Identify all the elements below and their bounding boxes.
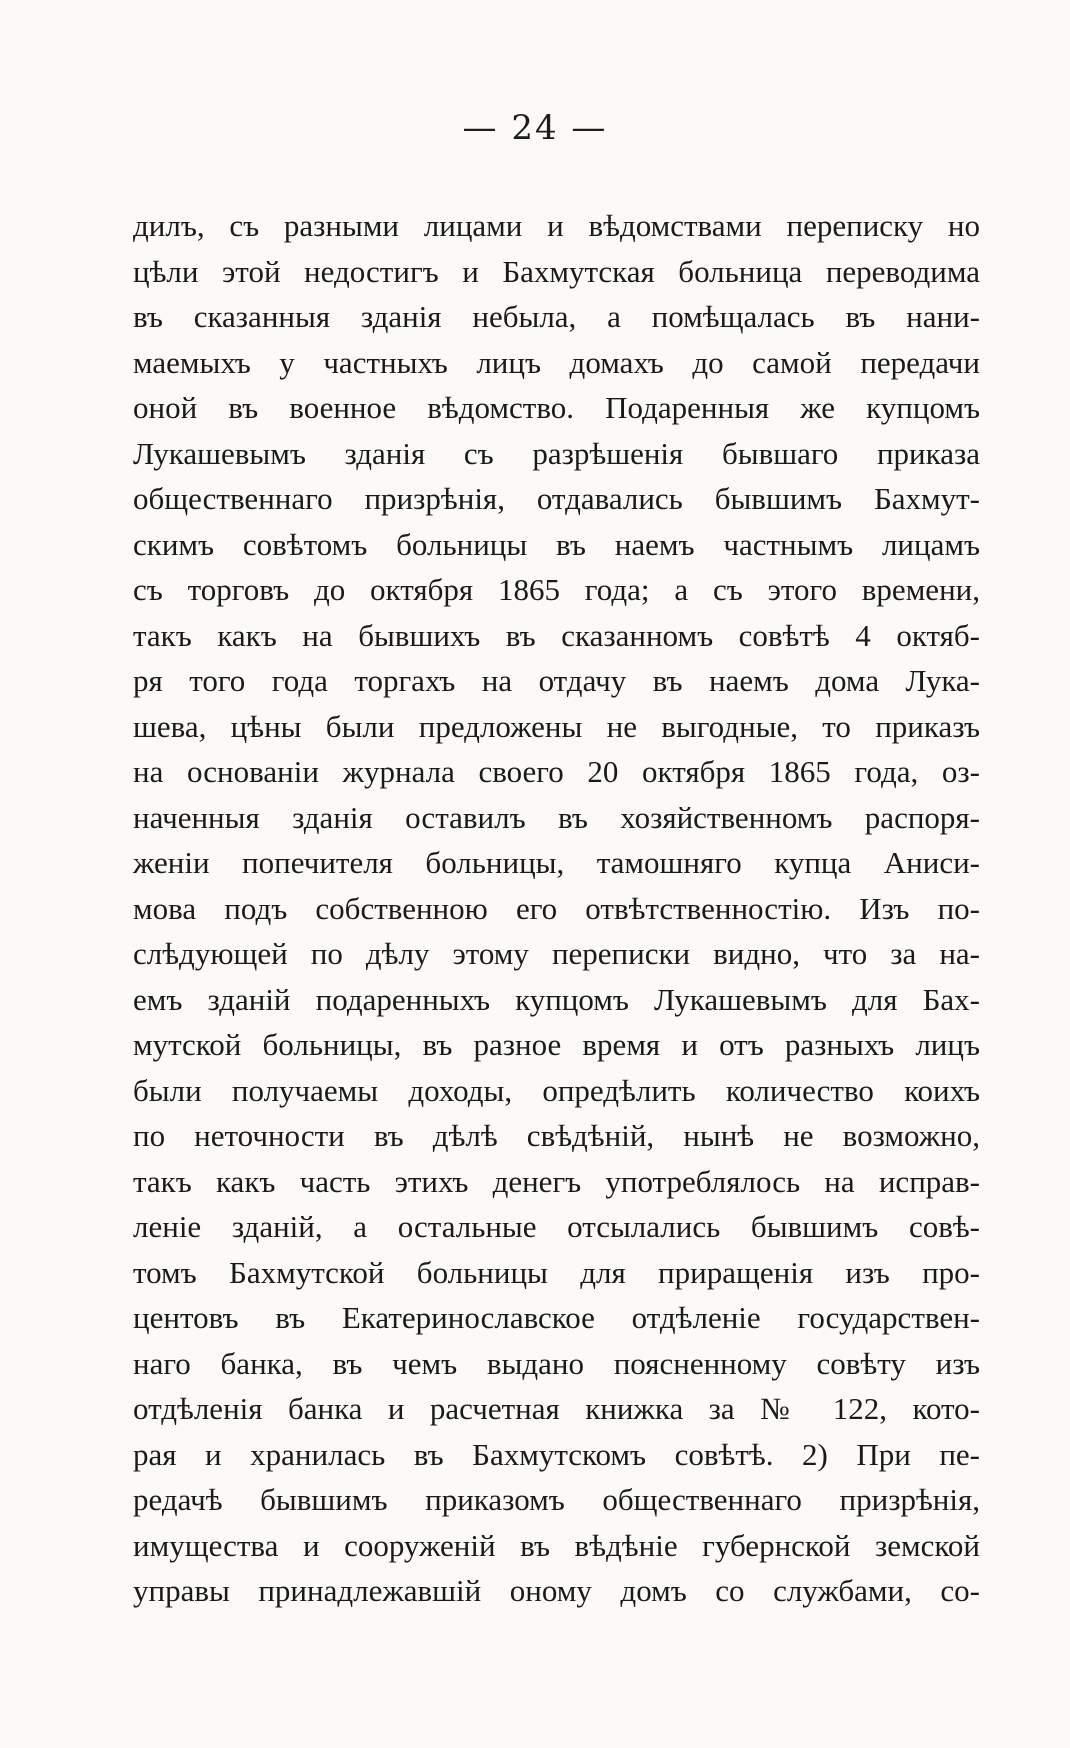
text-line: по неточности въ дѣлѣ свѣдѣній, нынѣ не возможно, <box>133 1118 980 1153</box>
text-line: слѣдующей по дѣлу этому переписки видно, что за на- <box>133 936 980 971</box>
body-text <box>133 203 980 1614</box>
text-line: шева, цѣны были предложены не выгодные, то приказъ <box>133 708 980 744</box>
text-line: томъ Бахмутской больницы для приращенія изъ про- <box>133 1254 980 1290</box>
text-line: дилъ, съ разными лицами и вѣдомствами переписку но <box>133 208 980 243</box>
text-line: скимъ совѣтомъ больницы въ наемъ частнымъ лицамъ <box>133 526 980 562</box>
text-line: оной въ военное вѣдомство. Подаренныя же купцомъ <box>133 390 980 425</box>
page-number: — 24 — <box>462 108 608 148</box>
text-line: мутской больницы, въ разное время и отъ разныхъ лицъ <box>133 1027 980 1062</box>
text-line: управы принадлежавшій оному домъ со службами, со- <box>133 1573 980 1608</box>
text-line: были получаемы доходы, опредѣлить количество коихъ <box>133 1072 980 1108</box>
text-line: центовъ въ Екатеринославское отдѣленіе государствен- <box>133 1300 980 1335</box>
text-line: Лукашевымъ зданія съ разрѣшенія бывшаго приказа <box>133 435 980 471</box>
text-line: редачѣ бывшимъ приказомъ общественнаго призрѣнія, <box>133 1482 980 1517</box>
text-line: такъ какъ часть этихъ денегъ употреблялось на исправ- <box>133 1163 980 1199</box>
text-line: ря того года торгахъ на отдачу въ наемъ дома Лука- <box>133 663 980 698</box>
text-line: женіи попечителя больницы, тамошняго купца Аниси- <box>133 845 980 880</box>
text-line: емъ зданій подаренныхъ купцомъ Лукашевымъ для Бах- <box>133 981 980 1017</box>
text-line: маемыхъ у частныхъ лицъ домахъ до самой передачи <box>133 344 980 380</box>
text-line: наченныя зданія оставилъ въ хозяйственномъ распоря- <box>133 799 980 835</box>
text-line: общественнаго призрѣнія, отдавались бывшимъ Бахмут- <box>133 481 980 516</box>
text-line: мова подъ собственною его отвѣтственностію. Изъ по- <box>133 890 980 926</box>
text-line: цѣли этой недостигъ и Бахмутская больница переводима <box>133 253 980 289</box>
text-line: имущества и сооруженій въ вѣдѣніе губернской земской <box>133 1527 980 1563</box>
text-line: въ сказанныя зданія небыла, а помѣщалась въ нани- <box>133 299 980 334</box>
text-line: наго банка, въ чемъ выдано поясненному совѣту изъ <box>133 1345 980 1381</box>
text-line: такъ какъ на бывшихъ въ сказанномъ совѣтѣ 4 октяб- <box>133 617 980 653</box>
text-line: съ торговъ до октября 1865 года; а съ этого времени, <box>133 572 980 607</box>
text-line: на основаніи журнала своего 20 октября 1865 года, оз- <box>133 754 980 789</box>
text-line: рая и хранилась въ Бахмутскомъ совѣтѣ. 2) При пе- <box>133 1436 980 1472</box>
text-line: леніе зданій, а остальные отсылались бывшимъ совѣ- <box>133 1209 980 1244</box>
text-line: отдѣленія банка и расчетная книжка за № 122, кото- <box>133 1391 980 1426</box>
